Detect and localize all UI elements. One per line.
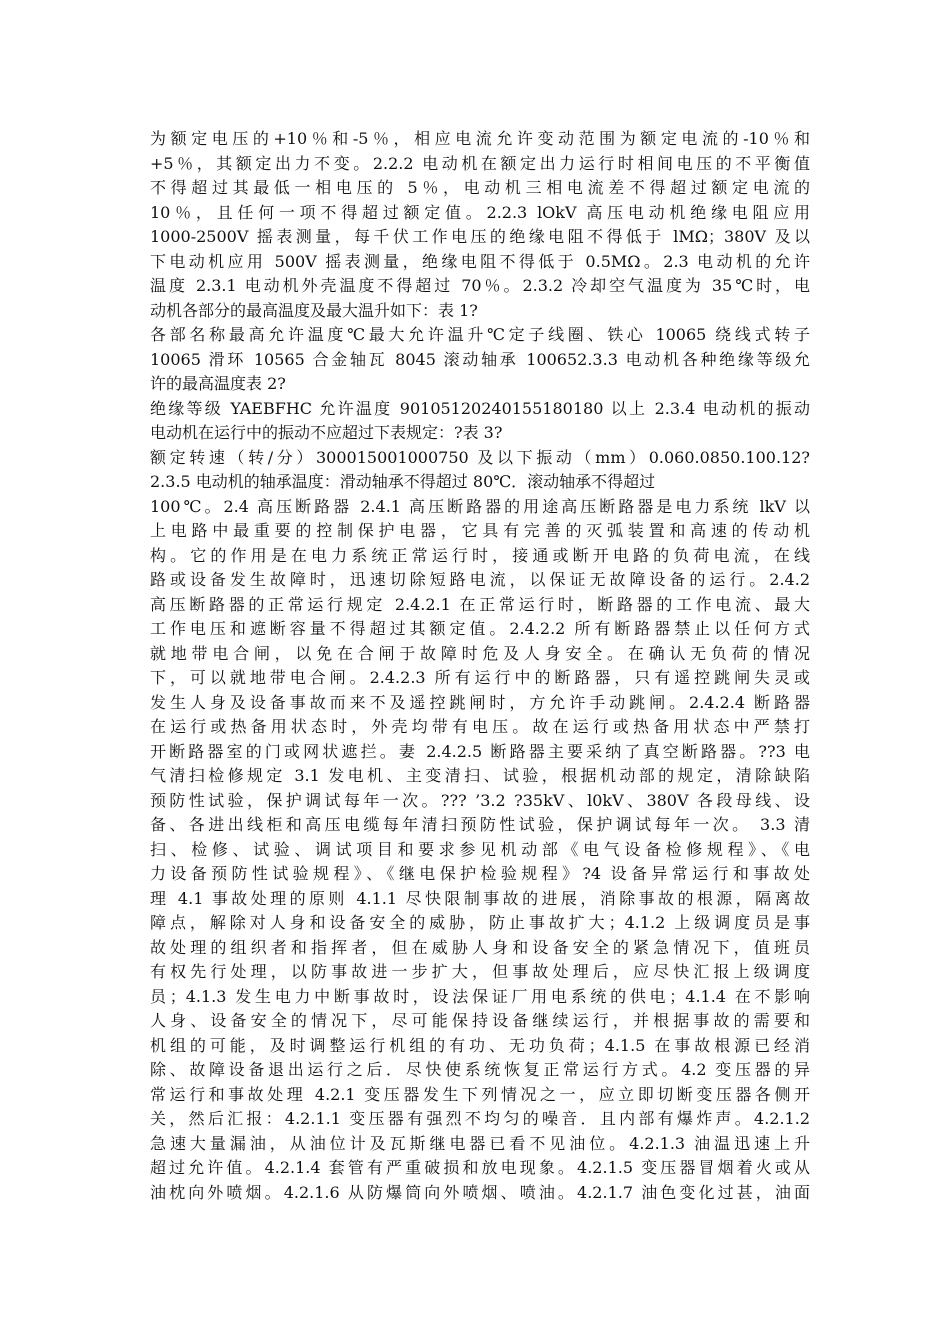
- text-line: 2.3.5 电动机的轴承温度：滑动轴承不得超过 80℃．滚动轴承不得超过: [150, 472, 656, 491]
- text-line: 常运行和事故处理 4.2.1 变压器发生下列情况之一，应立即切断变压器各侧开: [150, 1084, 810, 1104]
- text-line: 下，可以就地带电合闸。2.4.2.3 所有运行中的断路器，只有遥控跳闸失灵或: [150, 668, 810, 687]
- text-line: 下电动机应用 500V 摇表测量，绝缘电阻不得低于 0.5MΩ。2.3 电动机的允许: [150, 251, 810, 271]
- text-line: 就地带电合闸，以免在合闸于故障时危及人身安全。在确认无负荷的情况: [150, 643, 810, 663]
- text-line: 在运行或热备用状态时，外壳均带有电压。故在运行或热备用状态中严禁打: [150, 717, 810, 736]
- text-line: 为额定电压的+10％和-5％，相应电流允许变动范围为额定电流的-10％和: [150, 129, 810, 148]
- text-line: 许的最高温度表 2?: [150, 374, 286, 393]
- text-line: 发生人身及设备事故而来不及遥控跳闸时，方允许手动跳闸。2.4.2.4 断路器: [150, 692, 810, 712]
- text-line: 员；4.1.3 发生电力中断事故时，设法保证厂用电系统的供电；4.1.4 在不影响: [150, 986, 810, 1006]
- text-line: 有权先行处理，以防事故进一步扩大，但事故处理后，应尽快汇报上级调度: [150, 962, 810, 981]
- body-text: [150, 127, 810, 1205]
- text-line: 机组的可能，及时调整运行机组的有功、无功负荷；4.1.5 在事故根源已经消: [150, 1035, 810, 1055]
- text-line: 急速大量漏油，从油位计及瓦斯继电器已看不见油位。4.2.1.3 油温迅速上升: [150, 1133, 810, 1153]
- text-line: 10％，且任何一项不得超过额定值。2.2.3 lOkV 高压电动机绝缘电阻应用: [150, 202, 810, 222]
- text-line: 构。它的作用是在电力系统正常运行时，接通或断开电路的负荷电流，在线: [150, 545, 810, 565]
- text-line: 路或设备发生故障时，迅速切除短路电流，以保证无故障设备的运行。2.4.2: [150, 570, 810, 589]
- text-line: 气清扫检修规定 3.1 发电机、主变清扫、试验，根据机动部的规定，清除缺陷: [150, 766, 810, 785]
- text-line: 各部名称最高允许温度℃最大允许温升℃定子线圈、铁心 10065 绕线式转子: [150, 325, 810, 344]
- text-line: 油枕向外喷烟。4.2.1.6 从防爆筒向外喷烟、喷油。4.2.1.7 油色变化过甚，油面: [150, 1182, 810, 1202]
- text-line: 工作电压和遮断容量不得超过其额定值。2.4.2.2 所有断路器禁止以任何方式: [150, 619, 810, 638]
- text-line: 人身、设备安全的情况下，尽可能保持设备继续运行，并根据事故的需要和: [150, 1011, 810, 1030]
- text-line: 100℃。2.4 高压断路器 2.4.1 高压断路器的用途高压断路器是电力系统 lkV 以: [150, 496, 810, 516]
- text-line: 理 4.1 事故处理的原则 4.1.1 尽快限制事故的进展，消除事故的根源，隔离故: [150, 888, 810, 908]
- text-line: 1000-2500V 摇表测量，每千伏工作电压的绝缘电阻不得低于 lMΩ；380V 及以: [150, 227, 810, 246]
- text-line: 高压断路器的正常运行规定 2.4.2.1 在正常运行时，断路器的工作电流、最大: [150, 594, 810, 614]
- text-line: 备、各进出线柜和高压电缆每年清扫预防性试验，保护调试每年一次。 3.3 清: [150, 815, 810, 834]
- text-line: +5％，其额定出力不变。2.2.2 电动机在额定出力运行时相间电压的不平衡值: [150, 153, 810, 173]
- text-line: 故处理的组织者和指挥者，但在威胁人身和设备安全的紧急情况下，值班员: [150, 937, 810, 957]
- text-line: 除、故障设备退出运行之后．尽快使系统恢复正常运行方式。4.2 变压器的异: [150, 1060, 810, 1079]
- text-line: 预防性试验，保护调试每年一次。??? ’3.2 ?35kV、l0kV、380V 各段母线、设: [150, 790, 810, 810]
- text-line: 不得超过其最低一相电压的 5％，电动机三相电流差不得超过额定电流的: [150, 178, 810, 197]
- text-line: 力设备预防性试验规程》、《继电保护检验规程》?4 设备异常运行和事故处: [150, 864, 810, 883]
- text-line: 动机各部分的最高温度及最大温升如下：表 1?: [150, 300, 478, 320]
- text-line: 开断路器室的门或网状遮拦。妻 2.4.2.5 断路器主要采纳了真空断路器。??3 电: [150, 741, 810, 761]
- text-line: 障点，解除对人身和设备安全的威胁，防止事故扩大；4.1.2 上级调度员是事: [150, 913, 810, 932]
- text-line: 绝缘等级 YAEBFHC 允许温度 90105120240155180180 以上 2.3.4 电动机的振动: [150, 398, 810, 418]
- text-line: 关，然后汇报：4.2.1.1 变压器有强烈不均匀的噪音．且内部有爆炸声。4.2.1.2: [150, 1109, 810, 1128]
- text-line: 温度 2.3.1 电动机外壳温度不得超过 70％。2.3.2 冷却空气温度为 35℃时，电: [150, 276, 810, 295]
- text-line: 10065 滑环 10565 合金轴瓦 8045 滚动轴承 100652.3.3 电动机各种绝缘等级允: [150, 349, 810, 369]
- text-line: 扫、检修、试验、调试项目和要求参见机动部《电气设备检修规程》、《电: [150, 839, 810, 859]
- text-line: 超过允许值。4.2.1.4 套管有严重破损和放电现象。4.2.1.5 变压器冒烟着火或从: [150, 1158, 810, 1177]
- text-line: 上电路中最重要的控制保护电器，它具有完善的灭弧装置和高速的传动机: [150, 521, 810, 540]
- text-line: 电动机在运行中的振动不应超过下表规定：?表 3?: [150, 423, 503, 442]
- text-line: 额定转速（转/分）300015001000750 及以下振动（mm）0.060.0850.100.12?: [150, 447, 810, 467]
